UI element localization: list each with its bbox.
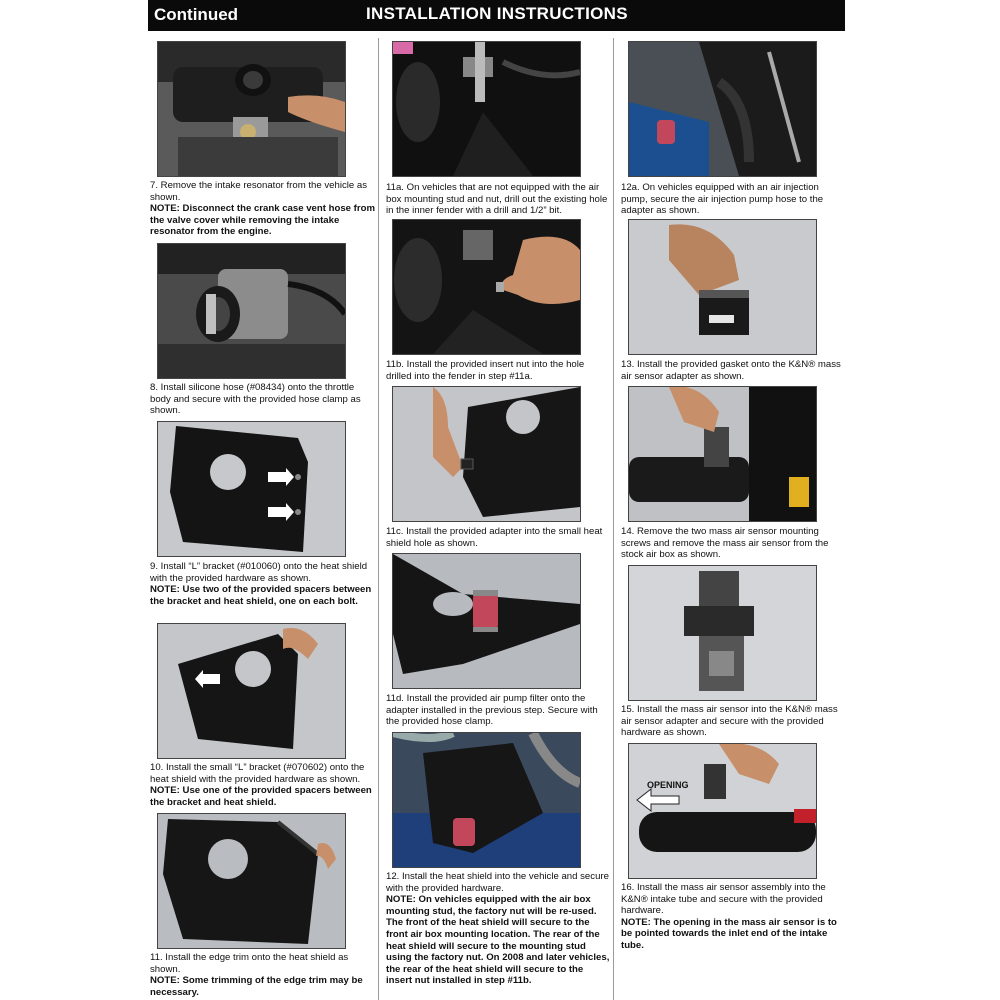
photo-step-9 xyxy=(157,421,346,557)
caption-step-11 xyxy=(150,952,375,998)
header-bar xyxy=(148,0,845,31)
caption-step-9 xyxy=(150,561,375,607)
step-14-text: 14. Remove the two mass air sensor mounting screws and remove the mass air sensor from the stock air box as shown. xyxy=(621,526,829,561)
caption-step-16 xyxy=(621,882,846,952)
step-13-text: 13. Install the provided gasket onto the K&N® mass air sensor adapter as shown. xyxy=(621,359,841,382)
column-divider-left xyxy=(378,38,379,1000)
caption-step-12 xyxy=(386,871,611,987)
photo-step-14 xyxy=(628,386,817,522)
continued-label: Continued xyxy=(154,5,239,24)
step-11c-text: 11c. Install the provided adapter into the small heat shield hole as shown. xyxy=(386,526,603,549)
caption-step-10 xyxy=(150,762,375,808)
photo-step-11c xyxy=(392,386,581,522)
photo-step-11a xyxy=(392,41,581,177)
caption-step-11d xyxy=(386,693,611,728)
step-12-text: 12. Install the heat shield into the vehicle and secure with the provided hardware. xyxy=(386,871,609,894)
step-9-note: NOTE: Use two of the provided spacers between the bracket and heat shield, one on each bolt. xyxy=(150,584,372,607)
step-11a-text: 11a. On vehicles that are not equipped with the air box mounting stud and nut, drill out the existing hole in the inner fender with a drill and 1/2” bit. xyxy=(386,182,608,217)
step-16-text: 16. Install the mass air sensor assembly into the K&N® intake tube and secure with the provided hardware. xyxy=(621,882,826,917)
caption-step-13 xyxy=(621,359,846,382)
step-11b-text: 11b. Install the provided insert nut into the hole drilled into the fender in step #11a. xyxy=(386,359,585,382)
photo-step-13 xyxy=(628,219,817,355)
photo-step-7 xyxy=(157,41,346,177)
caption-step-11b xyxy=(386,359,611,382)
photo-step-12a xyxy=(628,41,817,177)
photo-step-11b xyxy=(392,219,581,355)
step-16-note: NOTE: The opening in the mass air sensor is to be pointed towards the inlet end of the intake tube. xyxy=(621,916,837,951)
page-title: INSTALLATION INSTRUCTIONS xyxy=(366,4,628,23)
step-8-text: 8. Install silicone hose (#08434) onto the throttle body and secure with the provided hose clamp as shown. xyxy=(150,382,361,417)
photo-step-11d xyxy=(392,553,581,689)
step-7-note: NOTE: Disconnect the crank case vent hose from the valve cover while removing the intake resonator from the engine. xyxy=(150,203,375,238)
step-10-text: 10. Install the small “L” bracket (#070602) onto the heat shield with the provided hardware as shown. xyxy=(150,762,365,785)
photo-step-16 xyxy=(628,743,817,879)
step-7-text: 7. Remove the intake resonator from the vehicle as shown. xyxy=(150,180,368,203)
photo-step-12 xyxy=(392,732,581,868)
step-11d-text: 11d. Install the provided air pump filter onto the adapter installed in the previous step. Secure with the provided hose clamp. xyxy=(386,693,598,728)
step-10-note: NOTE: Use one of the provided spacers between the bracket and heat shield. xyxy=(150,785,372,808)
photo-step-11 xyxy=(157,813,346,949)
step-11-text: 11. Install the edge trim onto the heat shield as shown. xyxy=(150,952,349,975)
photo-step-8 xyxy=(157,243,346,379)
step-11-note: NOTE: Some trimming of the edge trim may be necessary. xyxy=(150,975,363,998)
photo-step-10 xyxy=(157,623,346,759)
photo-step-15 xyxy=(628,565,817,701)
opening-label: OPENING xyxy=(647,780,689,790)
caption-step-8 xyxy=(150,382,375,417)
caption-step-11c xyxy=(386,526,611,549)
caption-step-15 xyxy=(621,704,846,739)
step-15-text: 15. Install the mass air sensor into the K&N® mass air sensor adapter and secure with the provided hardware as shown. xyxy=(621,704,838,739)
caption-step-14 xyxy=(621,526,846,561)
step-12-note: NOTE: On vehicles equipped with the air box mounting stud, the factory nut will be re-used. The front of the heat shield will secure to the front air box mounting location. The rear of the heat shield will secure to the mounting stud using the factory nut. On 2008 and later vehicles, the rear of the heat shield will secure to the insert nut installed in step #11b. xyxy=(386,894,610,987)
column-divider-right xyxy=(613,38,614,1000)
caption-step-12a xyxy=(621,182,846,217)
step-9-text: 9. Install “L” bracket (#010060) onto the heat shield with the provided hardware as shown. xyxy=(150,561,368,584)
caption-step-7 xyxy=(150,180,375,238)
step-12a-text: 12a. On vehicles equipped with an air injection pump, secure the air injection pump hose to the adapter as shown. xyxy=(621,182,824,217)
caption-step-11a xyxy=(386,182,611,217)
